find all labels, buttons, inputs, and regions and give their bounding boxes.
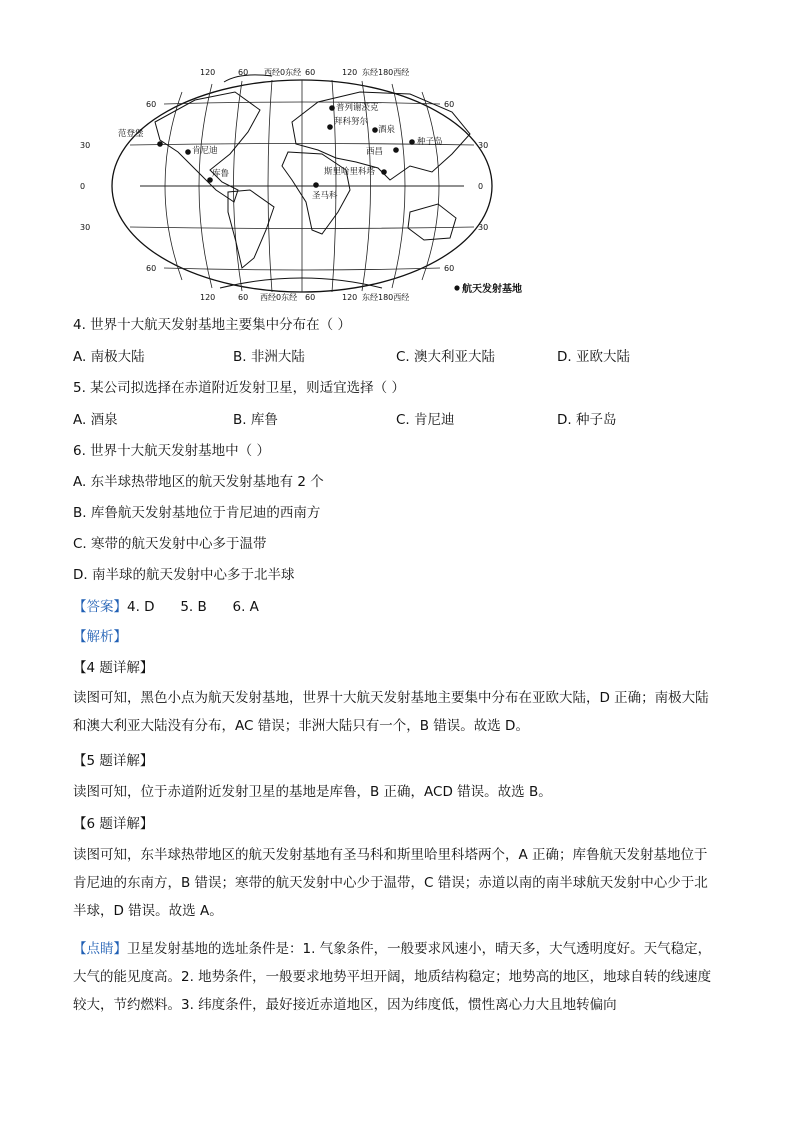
answer-line [73, 598, 259, 616]
lat-tick: 30 [80, 141, 91, 150]
base-label: 库鲁 [212, 169, 230, 179]
lat-tick: 30 [80, 223, 91, 232]
answer-text: 4. D 5. B 6. A [127, 599, 259, 615]
analysis-label: 【解析】 [73, 629, 127, 645]
detail-6-head: 【6 题详解】 [73, 816, 154, 832]
q4-option-d[interactable]: D. 亚欧大陆 [557, 349, 630, 365]
question-6-stem: 6. 世界十大航天发射基地中（ ） [73, 443, 270, 459]
legend-label: 航天发射基地 [462, 284, 522, 295]
q4-option-a[interactable]: A. 南极大陆 [73, 349, 145, 365]
lon-tick: 120 [200, 293, 216, 302]
lon-tick: 120 [200, 68, 216, 77]
lon-tick: 120 [342, 68, 358, 77]
lon-tick: 西经0东经 [264, 68, 302, 77]
base-label: 种子岛 [417, 137, 443, 147]
base-label: 斯里哈里科塔 [324, 167, 376, 177]
lon-tick: 60 [305, 68, 316, 77]
lon-tick: 60 [238, 68, 249, 77]
answer-label: 【答案】 [73, 599, 127, 615]
q5-option-b[interactable]: B. 库鲁 [233, 412, 278, 428]
lat-tick: 60 [444, 264, 455, 273]
q5-option-d[interactable]: D. 种子岛 [557, 412, 617, 428]
base-label: 肯尼迪 [192, 146, 218, 156]
lat-tick: 0 [80, 182, 86, 191]
legend-dot-icon [454, 285, 459, 290]
lat-tick: 30 [478, 141, 489, 150]
q4-option-c[interactable]: C. 澳大利亚大陆 [396, 349, 496, 365]
detail-5-text: 读图可知，位于赤道附近发射卫星的基地是库鲁，B 正确，ACD 错误。故选 B。 [73, 784, 552, 800]
tip-label: 【点睛】 [73, 941, 127, 957]
world-map-svg [60, 62, 540, 304]
base-label: 圣马科 [312, 191, 338, 201]
lon-tick: 60 [238, 293, 249, 302]
lon-tick: 东经180西经 [362, 68, 410, 77]
lat-tick: 30 [478, 223, 489, 232]
q6-option-a[interactable]: A. 东半球热带地区的航天发射基地有 2 个 [73, 474, 324, 490]
base-label: 西昌 [366, 147, 384, 157]
q6-option-c[interactable]: C. 寒带的航天发射中心多于温带 [73, 536, 267, 552]
q5-option-a[interactable]: A. 酒泉 [73, 412, 118, 428]
base-label: 普列谢茨克 [336, 103, 379, 113]
detail-4-head: 【4 题详解】 [73, 660, 154, 676]
continents [155, 75, 470, 288]
lon-tick: 东经180西经 [362, 293, 410, 302]
lat-tick: 0 [478, 182, 484, 191]
q6-option-d[interactable]: D. 南半球的航天发射中心多于北半球 [73, 567, 295, 583]
q6-option-b[interactable]: B. 库鲁航天发射基地位于肯尼迪的西南方 [73, 505, 321, 521]
tip-text: 卫星发射基地的选址条件是：1. 气象条件，一般要求风速小，晴天多，大气透明度好。天气稳定，大气的能见度高。2. 地势条件，一般要求地势平坦开阔，地质结构稳定；地势高的地区，地球自转的线速度较大，节约燃料。3. 纬度条件，最好接近赤道地区，因为纬度低，惯性离心力大且地转偏向 [73, 941, 712, 1013]
tip-paragraph [73, 935, 721, 1019]
base-label: 范登堡 [118, 129, 144, 139]
question-4-stem: 4. 世界十大航天发射基地主要集中分布在（ ） [73, 317, 351, 333]
lon-tick: 西经0东经 [260, 293, 298, 302]
base-label: 酒泉 [378, 125, 396, 135]
detail-5-head: 【5 题详解】 [73, 753, 154, 769]
lon-tick: 120 [342, 293, 358, 302]
lat-tick: 60 [146, 100, 157, 109]
lon-tick: 60 [305, 293, 316, 302]
world-map-figure [60, 62, 540, 304]
detail-6-text: 读图可知，东半球热带地区的航天发射基地有圣马科和斯里哈里科塔两个，A 正确；库鲁航天发射基地位于肯尼迪的东南方，B 错误；寒带的航天发射中心少于温带，C 错误；赤道以南的南半球航天发射中心少于北半球，D 错误。故选 A。 [73, 847, 708, 919]
lat-tick: 60 [146, 264, 157, 273]
q5-option-c[interactable]: C. 肯尼迪 [396, 412, 455, 428]
q4-option-b[interactable]: B. 非洲大陆 [233, 349, 305, 365]
lat-tick: 60 [444, 100, 455, 109]
detail-4-text: 读图可知，黑色小点为航天发射基地，世界十大航天发射基地主要集中分布在亚欧大陆，D 正确；南极大陆和澳大利亚大陆没有分布，AC 错误；非洲大陆只有一个，B 错误。故选 D。 [73, 690, 709, 734]
base-label: 拜科努尔 [334, 117, 369, 127]
question-5-stem: 5. 某公司拟选择在赤道附近发射卫星，则适宜选择（ ） [73, 380, 405, 396]
